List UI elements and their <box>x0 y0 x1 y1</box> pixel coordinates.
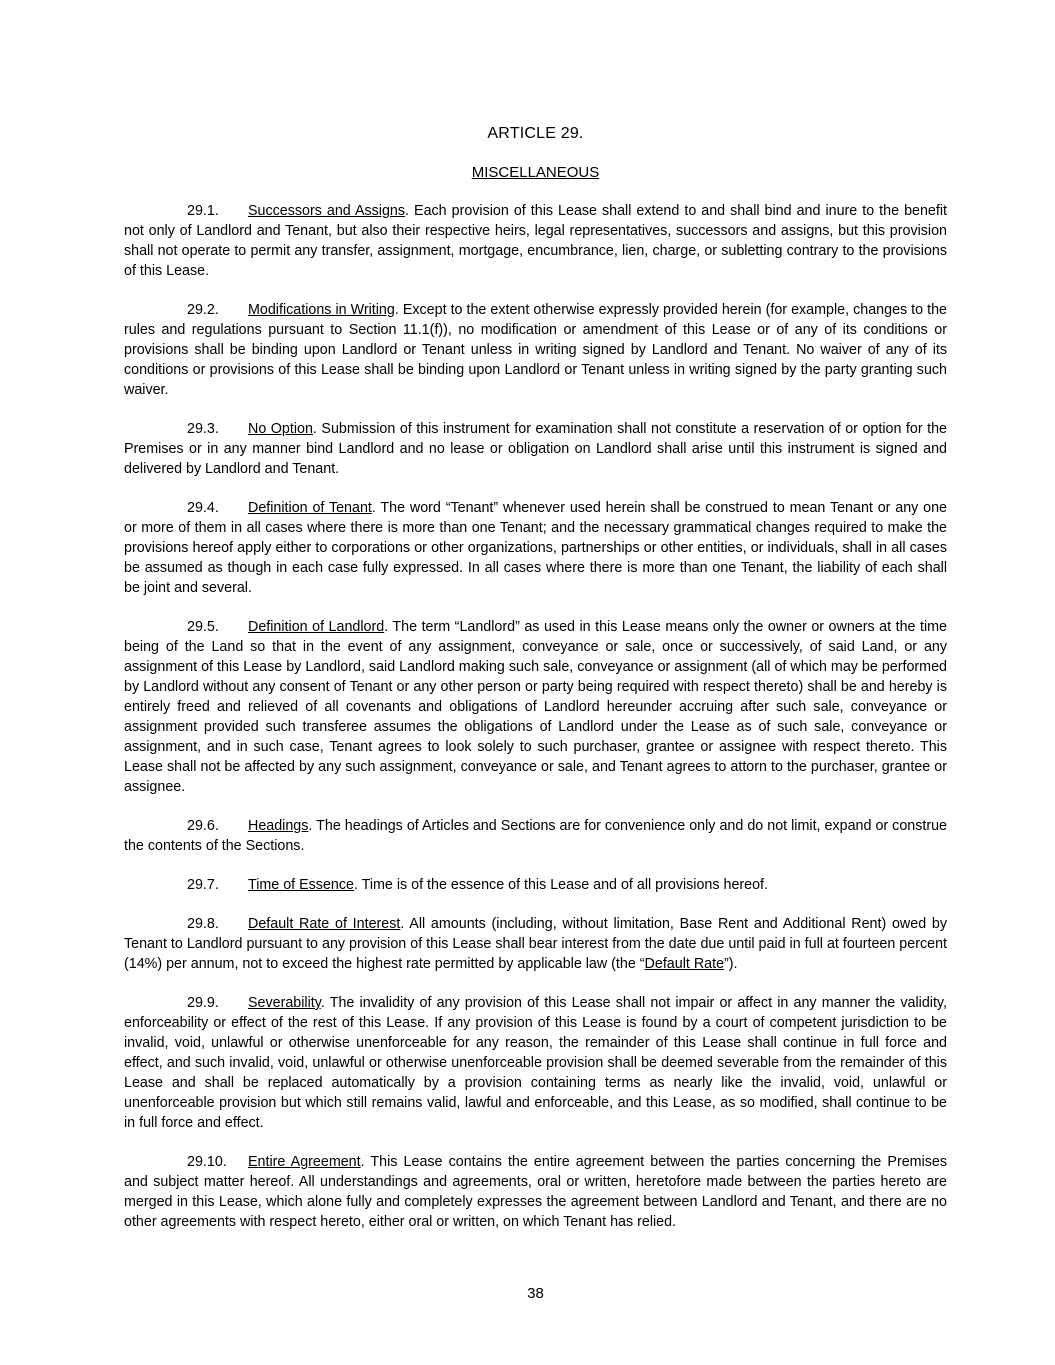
section-29-3 <box>124 419 947 479</box>
article-subtitle: MISCELLANEOUS <box>471 164 600 181</box>
section-number: 29.7. <box>187 877 219 893</box>
section-text: . Each provision of this Lease shall extend to and shall bind and inure to the benefit not only of Landlord and Tenant, but also their respective heirs, legal representatives, successors and assigns, but this provision shall not operate to permit any transfer, assignment, mortgage, encumbrance, lien, charge, or subletting contrary to the provisions of this Lease. <box>124 203 947 279</box>
section-number: 29.3. <box>187 421 219 437</box>
section-29-6 <box>124 816 947 856</box>
section-29-4 <box>124 498 947 598</box>
page-number: 38 <box>527 1285 544 1302</box>
section-heading: Definition of Tenant <box>248 500 372 516</box>
section-number: 29.9. <box>187 995 219 1011</box>
section-number: 29.6. <box>187 818 219 834</box>
section-heading: Headings <box>248 818 309 834</box>
section-heading: Successors and Assigns <box>248 203 406 219</box>
section-29-8 <box>124 914 947 974</box>
section-29-2 <box>124 300 947 400</box>
section-heading: Definition of Landlord <box>248 619 385 635</box>
section-number: 29.2. <box>187 302 219 318</box>
section-number: 29.1. <box>187 203 219 219</box>
section-text: . Except to the extent otherwise expressly provided herein (for example, changes to the rules and regulations pursuant to Section 11.1(f)), no modification or amendment of this Lease or of any of its conditions or provisions shall be binding upon Landlord or Tenant unless in writing signed by Landlord and Tenant. No waiver of any of its conditions or provisions of this Lease shall be binding upon Landlord or Tenant unless in writing signed by the party granting such waiver. <box>124 302 948 398</box>
section-29-5 <box>124 617 947 797</box>
section-heading: Modifications in Writing <box>248 302 395 318</box>
section-29-9 <box>124 993 947 1133</box>
section-text: . The invalidity of any provision of this Lease shall not impair or affect in any manner the validity, enforceability or effect of the rest of this Lease. If any provision of this Lease is found by a court of competent jurisdiction to be invalid, void, unlawful or otherwise unenforceable for any reason, the remainder of this Lease shall continue in full force and effect, and such invalid, void, unlawful or otherwise unenforceable provision shall be deemed severable from the remainder of this Lease and shall be replaced automatically by a provision containing terms as nearly like the invalid, void, unlawful or unenforceable provision but which still remains valid, lawful and enforceable, and this Lease, as so modified, shall continue to be in full force and effect. <box>124 995 947 1131</box>
section-text: . This Lease contains the entire agreement between the parties concerning the Premises and subject matter hereof. All understandings and agreements, oral or written, heretofore made between the parties hereto are merged in this Lease, which alone fully and completely expresses the agreement between Landlord and Tenant, and there are no other agreements with respect hereto, either oral or written, on which Tenant has relied. <box>124 1154 947 1230</box>
article-title: ARTICLE 29. <box>487 125 584 142</box>
section-number: 29.8. <box>187 916 219 932</box>
section-29-7 <box>124 875 947 895</box>
section-text: . All amounts (including, without limitation, Base Rent and Additional Rent) owed by Tenant to Landlord pursuant to any provision of this Lease shall bear interest from the date due until paid in full at fourteen percent (14%) per annum, not to exceed the highest rate permitted by applicable law (the “ <box>124 916 947 972</box>
section-number: 29.4. <box>187 500 219 516</box>
section-text: . The headings of Articles and Sections are for convenience only and do not limit, expand or construe the contents of the Sections. <box>124 818 947 854</box>
section-heading: Entire Agreement <box>248 1154 361 1170</box>
section-heading: No Option <box>248 421 313 437</box>
section-29-10 <box>124 1152 947 1232</box>
section-text-tail: ”). <box>724 956 738 972</box>
section-heading: Severability <box>248 995 321 1011</box>
defined-term-default-rate: Default Rate <box>644 956 725 972</box>
section-text: . The term “Landlord” as used in this Lease means only the owner or owners at the time being of the Land so that in the event of any assignment, conveyance or sale, once or successively, of said Land, or any assignment of this Lease by Landlord, said Landlord making such sale, conveyance or assignment (all of which may be performed by Landlord without any consent of Tenant or any other person or party being required with respect thereto) shall be and hereby is entirely freed and relieved of all covenants and obligations of Landlord hereunder accruing after such sale, conveyance or assignment provided such transferee assumes the obligations of Landlord under the Lease as of such sale, conveyance or assignment, and in such case, Tenant agrees to look solely to such purchaser, grantee or assignee with respect thereto. This Lease shall not be affected by any such assignment, conveyance or sale, and Tenant agrees to attorn to the purchaser, grantee or assignee. <box>124 619 947 795</box>
section-number: 29.10. <box>187 1154 227 1170</box>
section-29-1 <box>124 201 947 281</box>
document-body <box>124 201 947 1251</box>
section-number: 29.5. <box>187 619 219 635</box>
section-text: . Submission of this instrument for examination shall not constitute a reservation of or option for the Premises or in any manner bind Landlord and no lease or obligation on Landlord shall arise until this instrument is signed and delivered by Landlord and Tenant. <box>124 421 947 477</box>
section-text: . Time is of the essence of this Lease and of all provisions hereof. <box>353 877 768 893</box>
section-heading: Default Rate of Interest <box>248 916 401 932</box>
section-heading: Time of Essence <box>248 877 354 893</box>
section-text: . The word “Tenant” whenever used herein shall be construed to mean Tenant or any one or more of them in all cases where there is more than one Tenant; and the necessary grammatical changes required to make the provisions hereof apply either to corporations or other organizations, partnerships or other entities, or individuals, shall in all cases be assumed as though in each case fully expressed. In all cases where there is more than one Tenant, the liability of each shall be joint and several. <box>124 500 947 596</box>
